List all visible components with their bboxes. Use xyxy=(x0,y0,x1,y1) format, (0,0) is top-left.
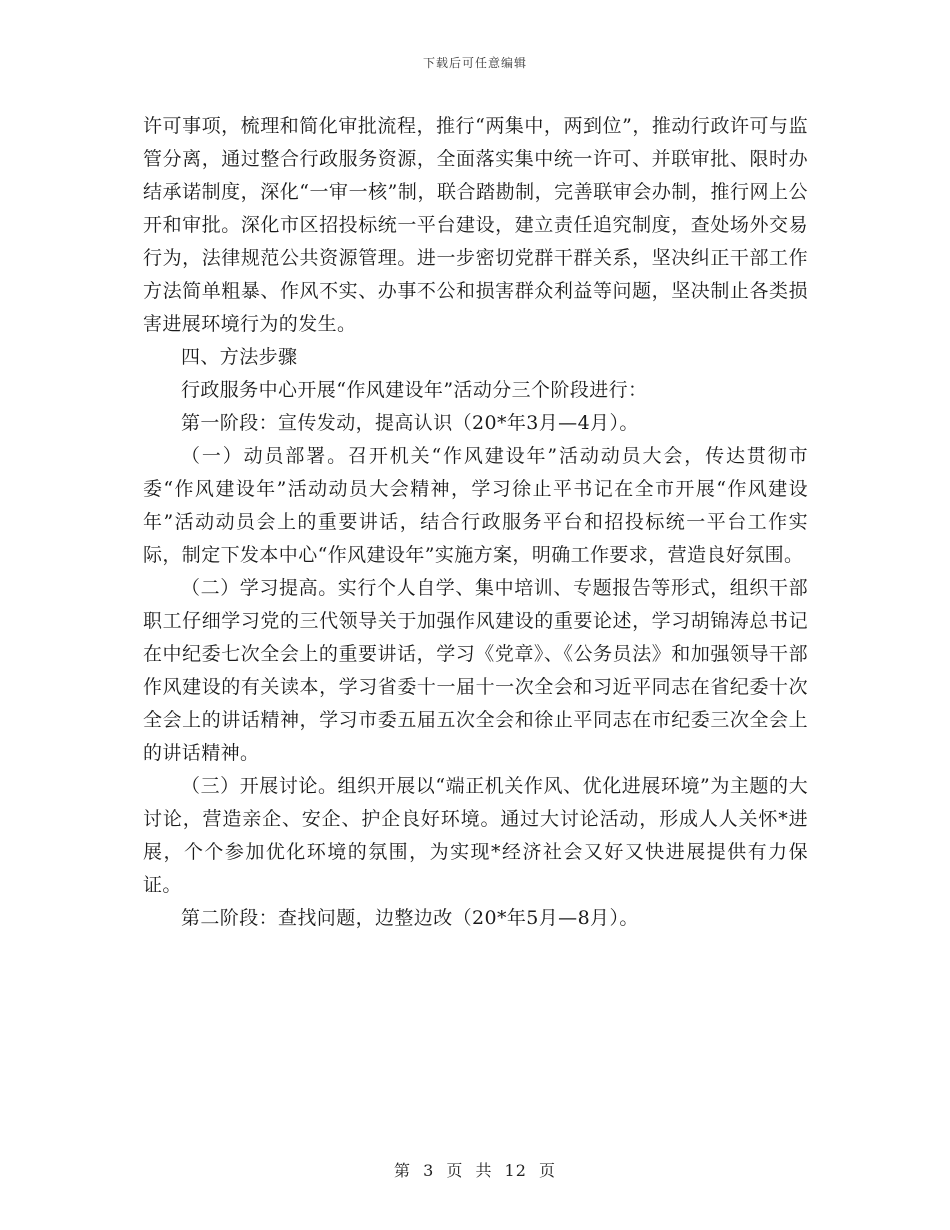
document-body xyxy=(143,110,808,935)
paragraph: 许可事项，梳理和简化审批流程，推行“两集中，两到位”，推动行政许可与监管分离，通过整合行政服务资源，全面落实集中统一许可、并联审批、限时办结承诺制度，深化“一审一核”制，联合踏勘制，完善联审会办制，推行网上公开和审批。深化市区招投标统一平台建设，建立责任追究制度，查处场外交易行为，法律规范公共资源管理。进一步密切党群干群关系，坚决纠正干部工作方法简单粗暴、作风不实、办事不公和损害群众利益等问题，坚决制止各类损害进展环境行为的发生。 xyxy=(143,115,808,335)
paragraph: 行政服务中心开展“作风建设年”活动分三个阶段进行： xyxy=(181,379,648,401)
paragraph: （三）开展讨论。组织开展以“端正机关作风、优化进展环境”为主题的大讨论，营造亲企、安企、护企良好环境。通过大讨论活动，形成人人关怀*进展，个个参加优化环境的氛围，为实现*经济社会又好又快进展提供有力保证。 xyxy=(143,775,808,896)
header-note: 下载后可任意编辑 xyxy=(422,56,527,70)
stage-heading: 第一阶段：宣传发动，提高认识（20*年3月—4月）。 xyxy=(181,412,639,434)
paragraph: （一）动员部署。召开机关“作风建设年”活动动员大会，传达贯彻市委“作风建设年”活动动员大会精神，学习徐止平书记在全市开展“作风建设年”活动动员会上的重要讲话，结合行政服务平台和招投标统一平台工作实际，制定下发本中心“作风建设年”实施方案，明确工作要求，营造良好氛围。 xyxy=(143,445,808,566)
page-number: 第 3 页 共 12 页 xyxy=(394,1161,556,1180)
section-heading: 四、方法步骤 xyxy=(181,346,298,368)
paragraph: （二）学习提高。实行个人自学、集中培训、专题报告等形式，组织干部职工仔细学习党的三代领导关于加强作风建设的重要论述，学习胡锦涛总书记在中纪委七次全会上的重要讲话，学习《党章》、《公务员法》和加强领导干部作风建设的有关读本，学习省委十一届十一次全会和习近平同志在省纪委十次全会上的讲话精神，学习市委五届五次全会和徐止平同志在市纪委三次全会上的讲话精神。 xyxy=(143,577,808,764)
stage-heading: 第二阶段：查找问题，边整边改（20*年5月—8月）。 xyxy=(181,907,639,929)
